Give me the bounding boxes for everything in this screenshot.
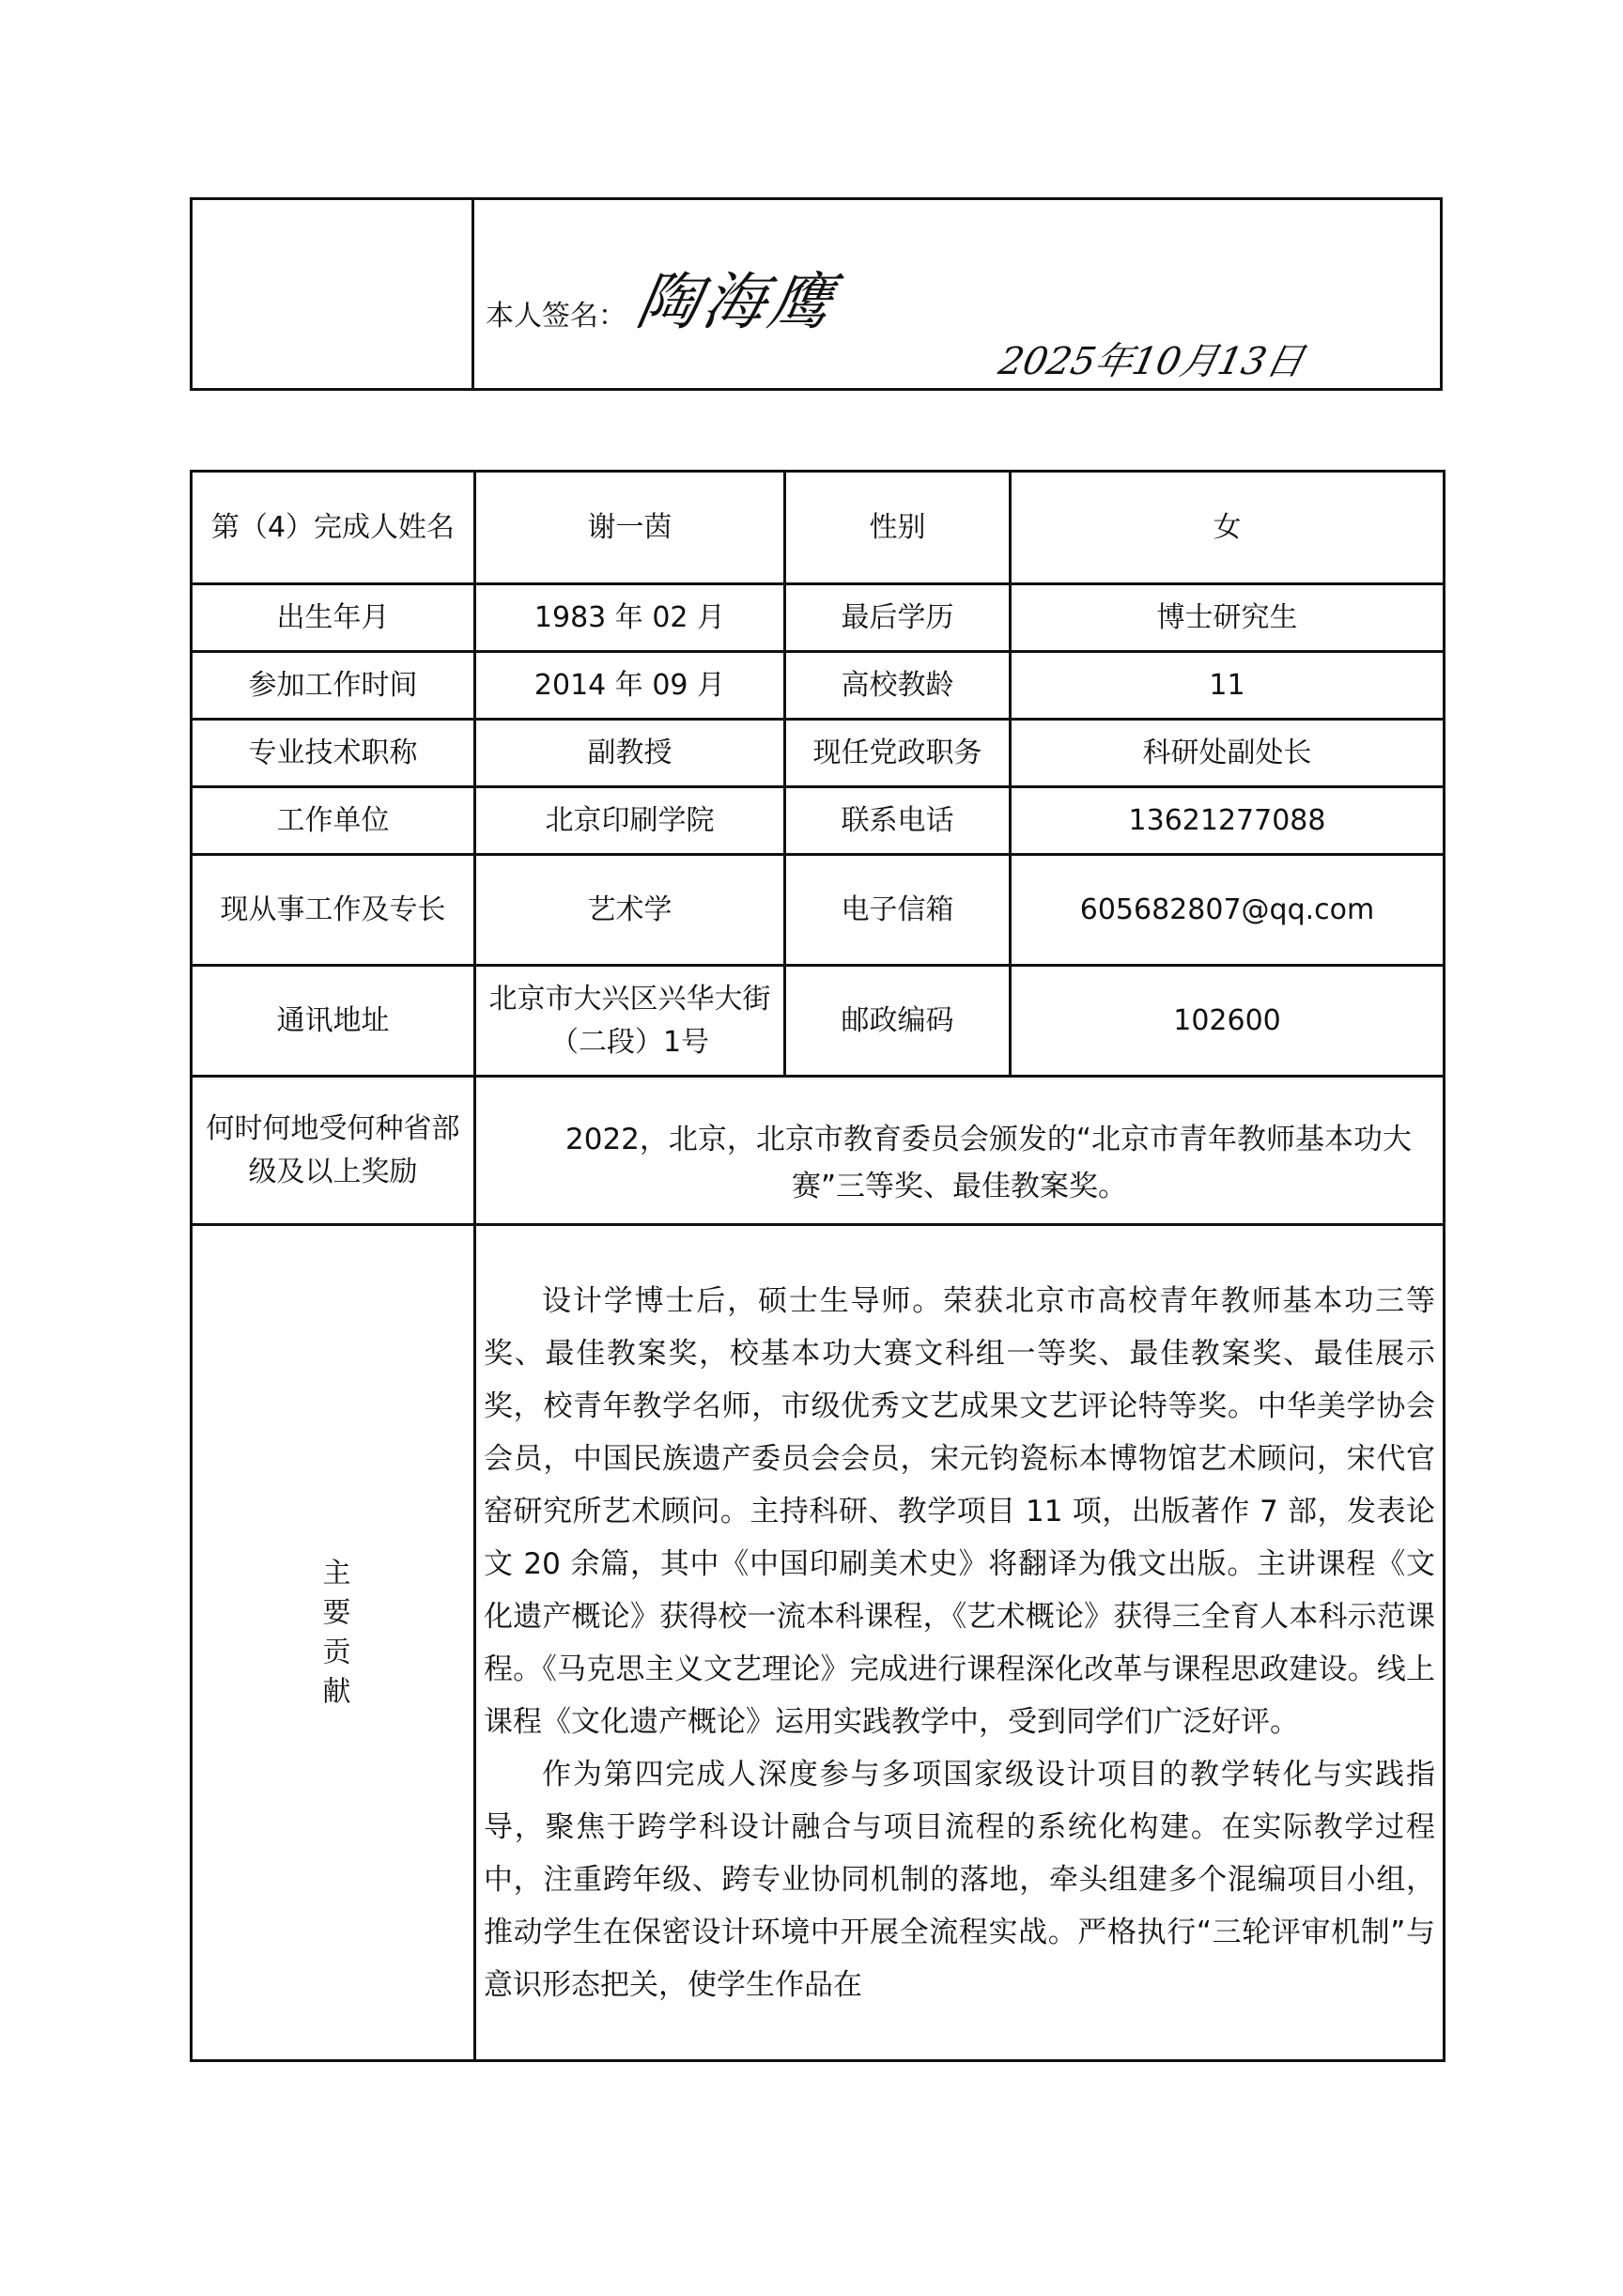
field-label: 最后学历 [785, 584, 1011, 652]
field-value-title: 副教授 [475, 720, 785, 787]
field-value-name: 谢一茵 [475, 472, 785, 584]
field-label: 电子信箱 [785, 855, 1011, 966]
field-label: 第（4）完成人姓名 [192, 472, 475, 584]
field-value-employer: 北京印刷学院 [475, 787, 785, 855]
field-label: 工作单位 [192, 787, 475, 855]
field-value-email: 605682807@qq.com [1011, 855, 1445, 966]
field-value-work-start: 2014 年 09 月 [475, 652, 785, 720]
field-value-birth: 1983 年 02 月 [475, 584, 785, 652]
contribution-paragraph: 设计学博士后，硕士生导师。荣获北京市高校青年教师基本功三等奖、最佳教案奖，校基本功大赛文科组一等奖、最佳教案奖、最佳展示奖，校青年教学名师，市级优秀文艺成果文艺评论特等奖。中华美学协会会员，中国民族遗产委员会会员，宋元钧瓷标本博物馆艺术顾问，宋代官窑研究所艺术顾问。主持科研、教学项目 11 项，出版著作 7 部，发表论文 20 余篇，其中《中国印刷美术史》将翻译为俄文出版。主讲课程《文化遗产概论》获得校一流本科课程，《艺术概论》获得三全育人本科示范课程。《马克思主义文艺理论》完成进行课程深化改革与课程思政建设。线上课程《文化遗产概论》运用实践教学中，受到同学们广泛好评。 [484, 1283, 1435, 1739]
field-value-education: 博士研究生 [1011, 584, 1445, 652]
signature-cell [474, 200, 1440, 388]
field-value-position: 科研处副处长 [1011, 720, 1445, 787]
contribution-paragraph: 作为第四完成人深度参与多项国家级设计项目的教学转化与实践指导，聚焦于跨学科设计融合与项目流程的系统化构建。在实际教学过程中，注重跨年级、跨专业协同机制的落地，牵头组建多个混编项目小组，推动学生在保密设计环境中开展全流程实战。严格执行“三轮评审机制”与意识形态把关，使学生作品在 [484, 1757, 1435, 2002]
field-label: 出生年月 [192, 584, 475, 652]
field-label: 通讯地址 [192, 966, 475, 1077]
handwritten-date: 2025年10月13日 [995, 340, 1308, 383]
contributions-cell [475, 1225, 1445, 2061]
signature-label: 本人签名： [486, 300, 626, 333]
field-value-postcode: 102600 [1011, 966, 1445, 1077]
field-label: 参加工作时间 [192, 652, 475, 720]
signature-blank-cell [193, 200, 474, 388]
field-label: 现从事工作及专长 [192, 855, 475, 966]
field-label: 性别 [785, 472, 1011, 584]
field-label: 专业技术职称 [192, 720, 475, 787]
field-label: 邮政编码 [785, 966, 1011, 1077]
field-label: 主要贡献 [317, 1557, 350, 1715]
table-row [192, 652, 1445, 720]
field-label: 联系电话 [785, 787, 1011, 855]
table-row [192, 966, 1445, 1077]
signature-table [190, 197, 1443, 391]
field-value-teaching-years: 11 [1011, 652, 1445, 720]
table-row [192, 1225, 1445, 2061]
table-row [192, 472, 1445, 584]
table-row [192, 1077, 1445, 1225]
awards-cell [475, 1077, 1445, 1225]
field-value-address: 北京市大兴区兴华大街（二段）1号 [475, 966, 785, 1077]
completer-info-table [190, 470, 1445, 2062]
field-label: 何时何地受何种省部级及以上奖励 [192, 1077, 475, 1225]
handwritten-signature: 陶海鹰 [631, 266, 842, 338]
table-row [192, 855, 1445, 966]
contributions-label-cell [192, 1225, 475, 2061]
table-row [192, 720, 1445, 787]
field-value-gender: 女 [1011, 472, 1445, 584]
field-label: 高校教龄 [785, 652, 1011, 720]
field-label: 现任党政职务 [785, 720, 1011, 787]
field-value-phone: 13621277088 [1011, 787, 1445, 855]
field-value-specialty: 艺术学 [475, 855, 785, 966]
table-row [192, 787, 1445, 855]
table-row [192, 584, 1445, 652]
awards-text: 2022，北京，北京市教育委员会颁发的“北京市青年教师基本功大赛”三等奖、最佳教案奖。 [565, 1122, 1412, 1203]
